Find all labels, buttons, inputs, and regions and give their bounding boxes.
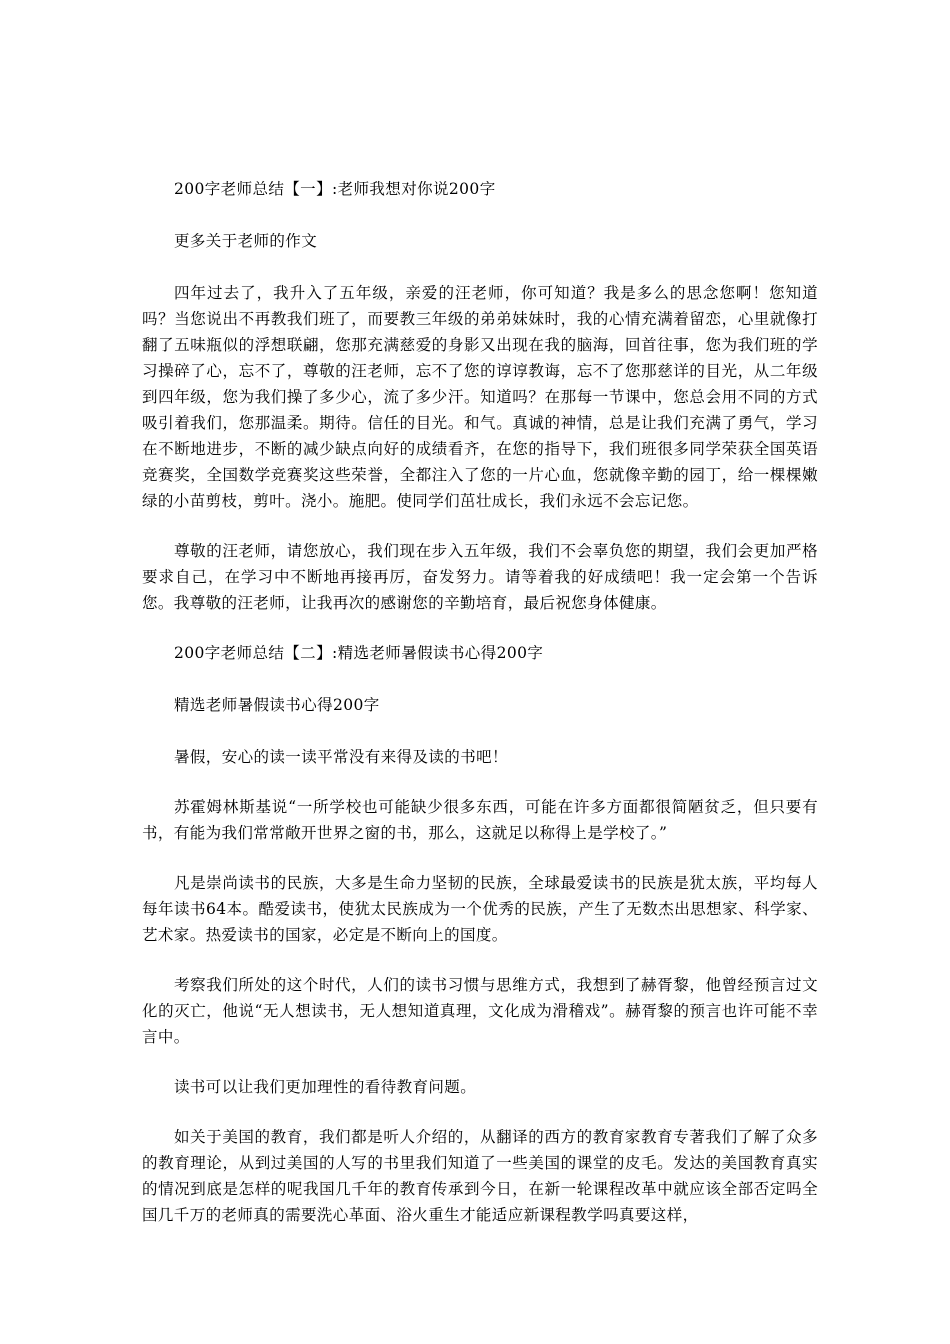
paragraph-8: 如关于美国的教育，我们都是听人介绍的，从翻译的西方的教育家教育专著我们了解了众多的教育理论，从到过美国的人写的书里我们知道了一些美国的课堂的皮毛。发达的美国教育真实的情况到底是怎样的呢我国几千年的教育传承到今日，在新一轮课程改革中就应该全部否定吗全国几千万的老师真的需要洗心革面、浴火重生才能适应新课程教学吗真要这样， (142, 1128, 818, 1224)
paragraph-3: 暑假，安心的读一读平常没有来得及读的书吧！ (174, 748, 508, 766)
section-heading-2: 200字老师总结【二】:精选老师暑假读书心得200字 (174, 644, 544, 662)
section-heading-1: 200字老师总结【一】:老师我想对你说200字 (174, 180, 496, 198)
paragraph-4: 苏霍姆林斯基说“一所学校也可能缺少很多东西，可能在许多方面都很简陋贫乏，但只要有书，有能为我们常常敞开世界之窗的书，那么，这就足以称得上是学校了。” (142, 798, 818, 842)
paragraph-7: 读书可以让我们更加理性的看待教育问题。 (174, 1078, 477, 1096)
related-essays-line: 更多关于老师的作文 (174, 232, 318, 250)
paragraph-6: 考察我们所处的这个时代，人们的读书习惯与思维方式，我想到了赫胥黎，他曾经预言过文化的灭亡，他说“无人想读书，无人想知道真理，文化成为滑稽戏”。赫胥黎的预言也许可能不幸言中。 (142, 976, 818, 1046)
document-body (142, 176, 818, 1252)
paragraph-1: 四年过去了，我升入了五年级，亲爱的汪老师，你可知道？我是多么的思念您啊！您知道吗？当您说出不再教我们班了，而要教三年级的弟弟妹妹时，我的心情充满着留恋，心里就像打翻了五味瓶似的浮想联翩，您那充满慈爱的身影又出现在我的脑海，回首往事，您为我们班的学习操碎了心，忘不了，尊敬的汪老师，忘不了您的谆谆教诲，忘不了您那慈详的目光，从二年级到四年级，您为我们操了多少心，流了多少汗。知道吗？在那每一节课中，您总会用不同的方式吸引着我们，您那温柔。期待。信任的目光。和气。真诚的神情，总是让我们充满了勇气，学习在不断地进步，不断的减少缺点向好的成绩看齐，在您的指导下，我们班很多同学荣获全国英语竞赛奖，全国数学竞赛奖这些荣誉，全都注入了您的一片心血，您就像辛勤的园丁，给一棵棵嫩绿的小苗剪枝，剪叶。浇小。施肥。使同学们茁壮成长，我们永远不会忘记您。 (142, 284, 818, 510)
paragraph-5: 凡是崇尚读书的民族，大多是生命力坚韧的民族，全球最爱读书的民族是犹太族，平均每人每年读书64本。酷爱读书，使犹太民族成为一个优秀的民族，产生了无数杰出思想家、科学家、艺术家。热爱读书的国家，必定是不断向上的国度。 (142, 874, 818, 944)
subtitle-line: 精选老师暑假读书心得200字 (174, 696, 380, 714)
paragraph-2: 尊敬的汪老师，请您放心，我们现在步入五年级，我们不会辜负您的期望，我们会更加严格要求自己，在学习中不断地再接再厉，奋发努力。请等着我的好成绩吧！我一定会第一个告诉您。我尊敬的汪老师，让我再次的感谢您的辛勤培育，最后祝您身体健康。 (142, 542, 818, 612)
